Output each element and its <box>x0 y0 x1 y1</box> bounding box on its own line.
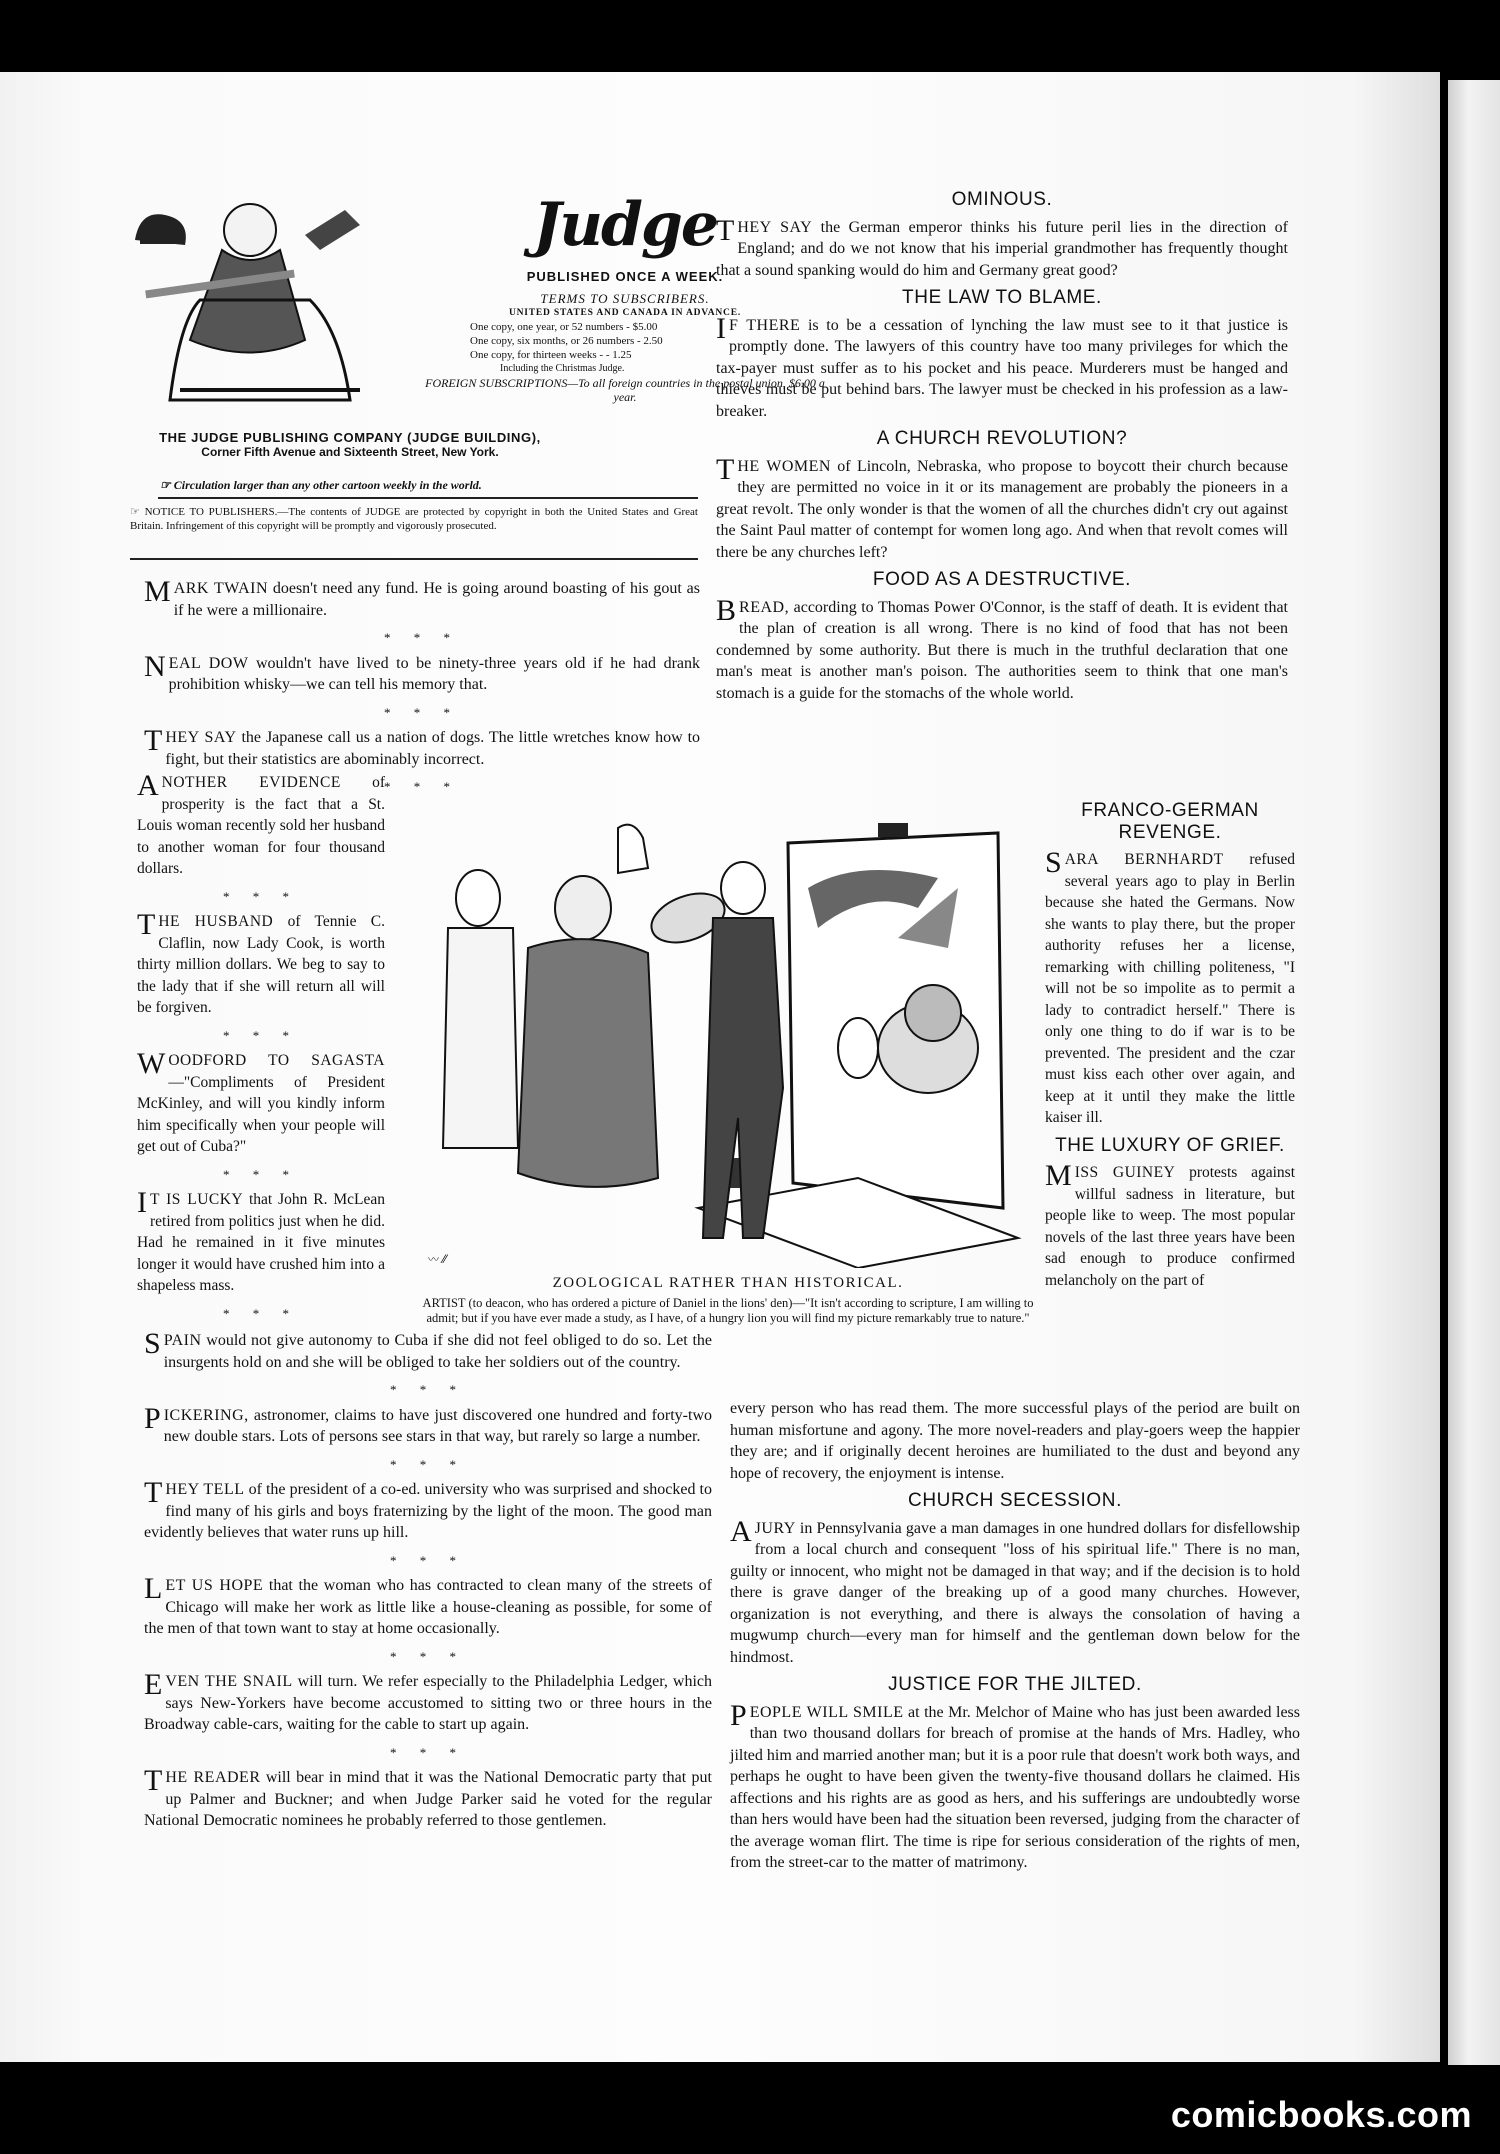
paragraph: THEY TELL of the president of a co-ed. university who was surprised and shocked to find many of his girls and boys fraternizing by the light of the moon. The good man evidently believes that water runs up hill. <box>144 1476 713 1541</box>
separator-stars: * * * <box>223 1166 299 1182</box>
paragraph: I T IS LUCKY that John R. McLean retired from politics just when he did. Had he remained in it five minutes longer it would have crushed him into a shapeless mass. <box>137 1186 385 1294</box>
watermark: comicbooks.com <box>1170 2094 1472 2135</box>
illustration-dialogue: ARTIST (to deacon, who has ordered a picture of Daniel in the lions' den)—"It isn't according to scripture, I am willing to admit; but if you have ever made a study, as I have, of a hungry lion you will find my picture remarkably true to nature." <box>422 1296 1034 1325</box>
next-page-edge <box>1448 80 1500 2065</box>
paragraph: ANOTHER EVIDENCE of prosperity is the fact that a St. Louis woman recently sold her husband to another woman for four thousand dollars. <box>137 769 385 877</box>
rate-row: One copy, six months, or 26 numbers - 2.50 <box>470 335 663 347</box>
separator-stars: * * * <box>223 1027 299 1043</box>
divider-rule <box>158 497 698 499</box>
paragraph: BREAD, according to Thomas Power O'Connor, is the staff of death. It is evident that the plan of creation is all wrong. There is no kind of food that has not been condemned by some authority. But there is much in the truthful declaration that one man's meat is another man's poison. The authorities seem to think that one man's stomach is a guide for the stomachs of the whole world. <box>716 593 1288 702</box>
section-heading: THE LUXURY OF GRIEF. <box>1055 1134 1285 1156</box>
illustration-title: ZOOLOGICAL RATHER THAN HISTORICAL. <box>552 1275 904 1291</box>
advance-line: UNITED STATES AND CANADA IN ADVANCE. <box>508 308 742 318</box>
notice-to-publishers: ☞ NOTICE TO PUBLISHERS.—The contents of JUDGE are protected by copyright in both the United States and Great Britain. Infringement of this copyright will be promptly and vigorously prosecuted. <box>130 506 698 532</box>
paragraph: LET US HOPE that the woman who has contracted to clean many of the streets of Chicago will make her work as little like a house-cleaning as possible, for some of the men of that town want to stay at home occasionally. <box>144 1572 712 1637</box>
terms-title: TERMS TO SUBSCRIBERS. <box>540 291 710 306</box>
section-heading: FRANCO-GERMAN REVENGE. <box>1081 800 1259 843</box>
section-heading: CHURCH SECESSION. <box>908 1490 1122 1511</box>
left-column-narrow <box>137 769 386 1328</box>
paragraph: THE HUSBAND of Tennie C. Claflin, now Lady Cook, is worth thirty million dollars. We beg to say to the lady that if she will return all will be forgiven. <box>137 908 386 1016</box>
paragraph: SPAIN would not give autonomy to Cuba if she did not feel obliged to do so. Let the insurgents hold on and she will be obliged to take her soldiers out of the country. <box>144 1327 712 1371</box>
judge-logo: Judge <box>532 190 718 260</box>
section-heading: THE LAW TO BLAME. <box>902 287 1102 308</box>
section-heading: FOOD AS A DESTRUCTIVE. <box>872 569 1132 590</box>
separator-stars: * * * <box>390 1456 466 1472</box>
publisher-info <box>0 430 700 459</box>
paragraph: SARA BERNHARDT refused several years ago to play in Berlin because she hated the Germans. Now she wants to play there, but the proper authority refuses her a license, remarking with chilling politeness, "I will not be so impolite as to permit a lady to contradict herself." There is only one thing to do if war is to be prevented. The president and the czar must kiss each other over again, and keep at it until they make the little kaiser ill. <box>1045 846 1295 1126</box>
separator-stars: * * * <box>384 630 460 645</box>
rate-row: One copy, one year, or 52 numbers - $5.00 <box>470 321 658 333</box>
paragraph: PEOPLE WILL SMILE at the Mr. Melchor of Maine who has just been awarded less than two thousand dollars for breach of promise at the hands of Mrs. Hadley, who jilted him and married another man; but it is a poor rule that doesn't work both ways, and perhaps he ought to have been given the twenty-five thousand dollars he claimed. His affections and his rights are as good as hers, and his sufferings are undoubtedly worse than hers would have been had the situation been reversed, judging from the character of the average woman flirt. The time is ripe for serious consideration of the rights of men, from the street-car to the matter of matrimony. <box>730 1698 1301 1871</box>
paragraph: PICKERING, astronomer, claims to have just discovered one hundred and forty-two new double stars. Lots of persons see stars in that way, but rarely so large a number. <box>144 1401 712 1445</box>
masthead <box>130 190 825 510</box>
paragraph: NEAL DOW wouldn't have lived to be ninety-three years old if he had drank prohibition whisky—we can tell his memory that. <box>144 649 701 693</box>
published-line: PUBLISHED ONCE A WEEK. <box>526 269 724 284</box>
separator-stars: * * * <box>384 779 460 794</box>
paragraph: THE WOMEN of Lincoln, Nebraska, who propose to boycott their church because they are permitted no voice in it or its management are probably the pioneers in a great revolt. The only wonder is that the women of all the churches didn't cry out against the Saint Paul matter of contempt for women long ago. And when that revolt comes will there be any churches left? <box>716 452 1288 561</box>
rate-row: One copy, for thirteen weeks - - 1.25 <box>470 349 632 361</box>
separator-stars: * * * <box>223 888 299 904</box>
paragraph: every person who has read them. The more successful plays of the period are built on human misfortune and agony. The more novel-readers and play-goers weep the happier they are; and if originally decent heroines are humiliated to the dust and beyond any hope of recovery, the enjoyment is intense. <box>730 1400 1300 1482</box>
section-heading: OMINOUS. <box>951 189 1053 210</box>
paragraph: THE READER will bear in mind that it was the National Democratic party that put up Palmer and Buckner; and when Judge Parker said he voted for the regular National Democratic nominees he probably referred to those gentlemen. <box>144 1764 712 1829</box>
paragraph: MARK TWAIN doesn't need any fund. He is going around boasting of his gout as if he were a millionaire. <box>144 575 701 619</box>
right-column-upper <box>716 185 1288 710</box>
separator-stars: * * * <box>384 704 460 720</box>
paragraph: I F THERE is to be a cessation of lynching the law must see to it that justice is promptly done. The lawyers of this country have too many privileges for which the tax-payer must suffer as to his pocket and his peace. Murderers must be hanged and thieves must be put behind bars. The lawyer must be checked in his profession as a law-breaker. <box>716 311 1289 420</box>
left-column-upper <box>144 575 701 802</box>
paragraph: A JURY in Pennsylvania gave a man damages in one hundred dollars for disfellowship from a local church and consequent "loss of his spiritual life." There is no man, guilty or innocent, who might not be damaged in that way; and if the decision is to hold there is grave danger of the breaking up of a good many churches. However, organization is not everything, and there is always the consolation of having a mugwump church—every man for himself and the gentleman down below for the hindmost. <box>730 1514 1300 1666</box>
separator-stars: * * * <box>390 1382 466 1397</box>
right-column-lower <box>730 1398 1300 1880</box>
paragraph: WOODFORD TO SAGASTA—"Compliments of President McKinley, and will you kindly inform him specifically when your people will get out of Cuba?" <box>137 1047 385 1155</box>
artist-signature: 〰 ⁄⁄ <box>428 1253 447 1266</box>
company-address: Corner Fifth Avenue and Sixteenth Street, New York. <box>201 445 499 459</box>
paragraph: MISS GUINEY protests against willful sadness in literature, but people like to weep. The most popular novels of the last three years have been sad enough to produce confirmed melancholy on the part of <box>1045 1159 1296 1289</box>
divider-rule <box>130 558 698 560</box>
paragraph: EVEN THE SNAIL will turn. We refer especially to the Philadelphia Ledger, which says New-Yorkers have become accustomed to sitting two or three hours in the Broadway cable-cars, waiting for the cable to start up again. <box>144 1668 712 1733</box>
paragraph: THEY SAY the German emperor thinks his future peril lies in the direction of England; and do we not know that his imperial grandmother has frequently thought that a sound spanking would do him and Germany great good? <box>716 213 1288 279</box>
illustration-caption <box>418 1275 1038 1326</box>
paragraph: THEY SAY the Japanese call us a nation of dogs. The little wretches know how to fight, but their statistics are abominably incorrect. <box>144 724 701 768</box>
right-column-narrow <box>1045 796 1295 1297</box>
company-name: THE JUDGE PUBLISHING COMPANY (JUDGE BUILDING), <box>159 430 541 445</box>
foreign-subscriptions: FOREIGN SUBSCRIPTIONS—To all foreign countries in the postal union, $6.00 a year. <box>425 376 825 404</box>
circulation-note: ☞ Circulation larger than any other cartoon weekly in the world. <box>160 478 482 492</box>
section-heading: A CHURCH REVOLUTION? <box>876 428 1128 449</box>
left-column-lower <box>144 1327 713 1838</box>
rate-row: Including the Christmas Judge. <box>500 363 625 374</box>
separator-stars: * * * <box>390 1552 466 1568</box>
separator-stars: * * * <box>223 1305 299 1321</box>
separator-stars: * * * <box>390 1648 466 1664</box>
separator-stars: * * * <box>390 1744 466 1760</box>
judge-mascot-illustration <box>130 190 410 420</box>
section-heading: JUSTICE FOR THE JILTED. <box>888 1674 1142 1695</box>
cartoon-illustration <box>418 818 1038 1268</box>
